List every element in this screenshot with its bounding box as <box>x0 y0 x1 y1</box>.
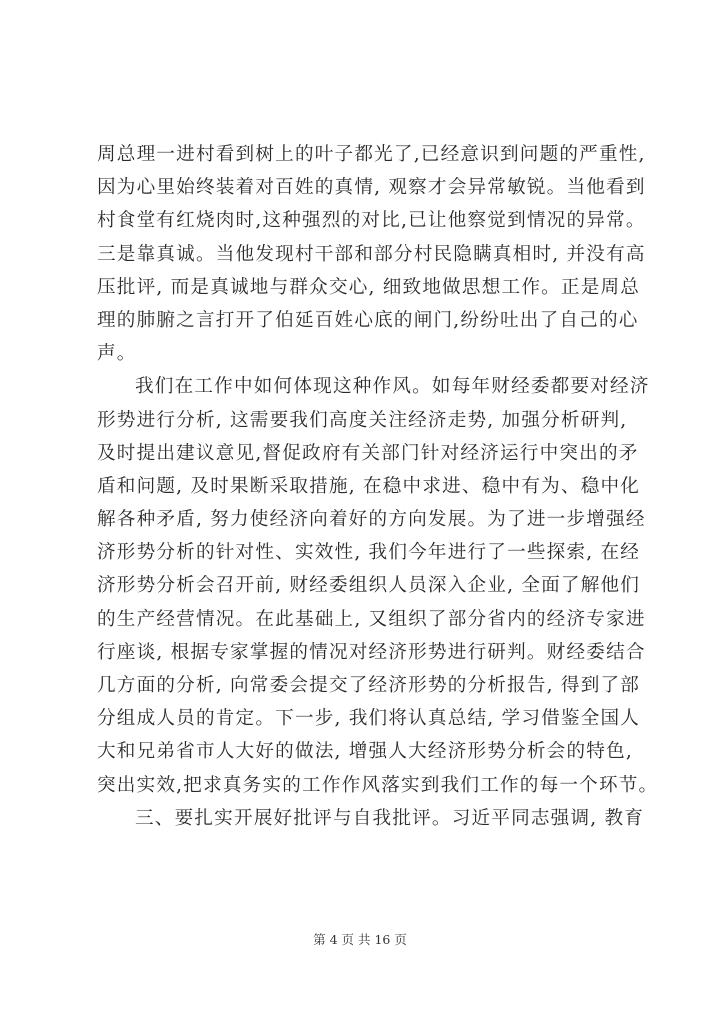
text-line: 解各种矛盾, 努力使经济向着好的方向发展。为了进一步增强经 <box>97 509 646 531</box>
text-line: 形势进行分析, 这需要我们高度关注经济走势, 加强分析研判, <box>97 409 628 431</box>
text-line: 济形势分析会召开前, 财经委组织人员深入企业, 全面了解他们 <box>97 575 641 597</box>
text-line: 三是靠真诚。当他发现村干部和部分村民隐瞒真相时, 并没有高 <box>97 243 646 265</box>
text-line: 及时提出建议意见,督促政府有关部门针对经济运行中突出的矛 <box>97 442 639 464</box>
text-line: 盾和问题, 及时果断采取措施, 在稳中求进、稳中有为、稳中化 <box>97 475 641 497</box>
paragraph-start-line: 我们在工作中如何体现这种作风。如每年财经委都要对经济 <box>135 376 650 398</box>
text-line: 压批评, 而是真诚地与群众交心, 细致地做思想工作。正是周总 <box>97 276 641 298</box>
section-heading-line: 三、要扎实开展好批评与自我批评。习近平同志强调, 教育 <box>135 807 645 829</box>
text-line: 济形势分析的针对性、实效性, 我们今年进行了一些探索, 在经 <box>97 542 641 564</box>
text-line: 村食堂有红烧肉时,这种强烈的对比,已让他察觉到情况的异常。 <box>97 210 646 232</box>
text-line: 因为心里始终装着对百姓的真情, 观察才会异常敏锐。当他看到 <box>97 177 646 199</box>
text-line: 几方面的分析, 向常委会提交了经济形势的分析报告, 得到了部 <box>97 675 641 696</box>
text-line: 分组成人员的肯定。下一步, 我们将认真总结, 学习借鉴全国人 <box>97 708 641 730</box>
text-line: 大和兄弟省市人大好的做法, 增强人大经济形势分析会的特色, <box>97 741 633 763</box>
text-line: 的生产经营情况。在此基础上, 又组织了部分省内的经济专家进 <box>97 608 646 630</box>
text-line: 理的肺腑之言打开了伯延百姓心底的闸门,纷纷吐出了自己的心 <box>97 309 639 331</box>
text-line: 行座谈, 根据专家掌握的情况对经济形势进行研判。财经委结合 <box>97 641 646 663</box>
text-line: 声。 <box>97 343 137 365</box>
page-number-footer: 第 4 页 共 16 页 <box>313 932 407 947</box>
text-line: 周总理一进村看到树上的叶子都光了,已经意识到问题的严重性, <box>97 144 646 165</box>
document-page <box>97 138 657 835</box>
text-line: 突出实效,把求真务实的工作作风落实到我们工作的每一个环节。 <box>97 774 659 796</box>
